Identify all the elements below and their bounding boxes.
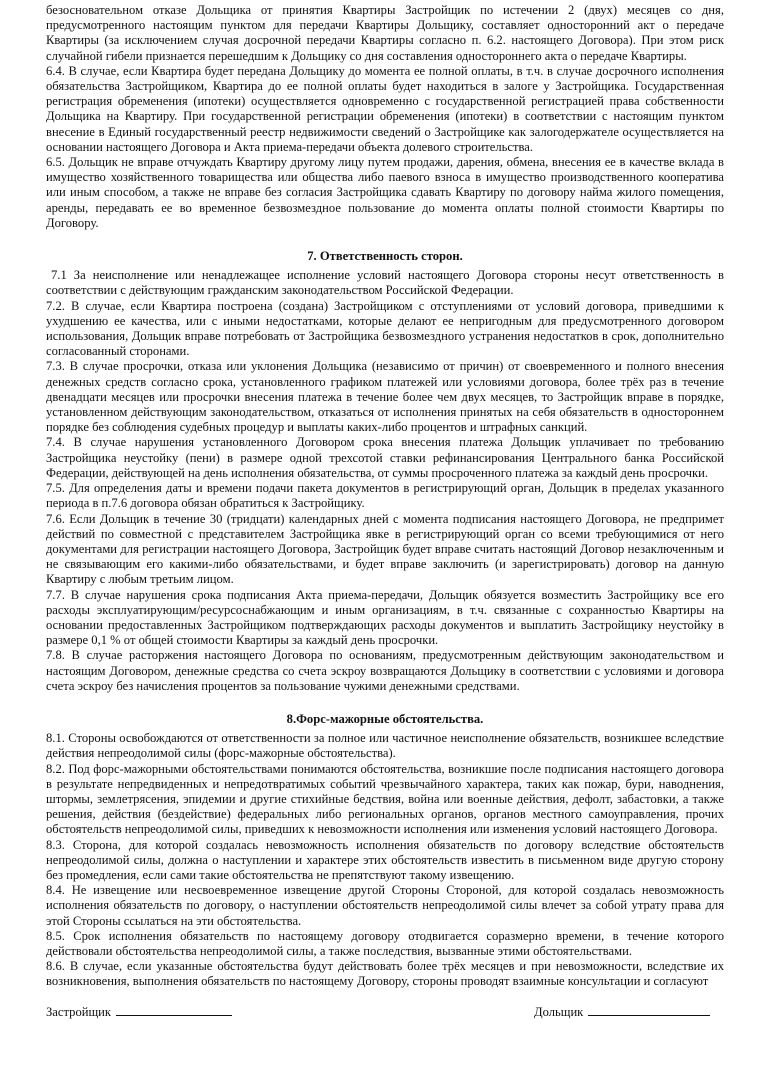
clause-8-3: 8.3. Сторона, для которой создалась невозможность исполнения обязательств по договору вследствие обстоятельств непреодолимой силы, должна о наступлении и характере этих обстоятельств известить в письменном виде другую сторону без промедления, если сами такие обстоятельства не препятствуют такому извещению. [46,837,724,882]
clause-8-2: 8.2. Под форс-мажорными обстоятельствами понимаются обстоятельства, возникшие после подписания настоящего договора в результате непредвиденных и непредотвратимых событий чрезвычайного характера, таких как пожар, бури, наводнения, штормы, землетрясения, эпидемии и другие стихийные бедствия, война или военные действия, дефолт, забастовки, а также решения, действия (бездействие) федеральных либо региональных органов, органов местного самоуправления, прочих обстоятельств непреодолимой силы, приведших к невозможности исполнения или изменения условий настоящего Договора. [46,761,724,837]
clause-7-4: 7.4. В случае нарушения установленного Договором срока внесения платежа Дольщик уплачивает по требованию Застройщика неустойку (пени) в размере одной трехсотой ставки рефинансирования Центрального банка Российской Федерации, действующей на день исполнения обязательства, от суммы просроченного платежа за каждый день просрочки. [46,435,724,480]
clause-8-6: 8.6. В случае, если указанные обстоятельства будут действовать более трёх месяцев и при невозможности, вследствие их возникновения, выполнения обязательств по настоящему Договору, стороны проводят взаимные консультации и согласуют [46,959,724,989]
document-page [46,3,724,990]
clause-7-3: 7.3. В случае просрочки, отказа или уклонения Дольщика (независимо от причин) от своевременного и полного внесения денежных средств согласно срока, установленного графиком платежей или условиями договора, более трёх раз в течение двенадцати месяцев или просрочки внесения платежа в течение более чем двух месяцев, то Застройщик вправе в порядке, установленном действующим законодательством, отказаться от исполнения принятых на себя обязательств в одностороннем порядке без соблюдения судебных процедур и выплаты каких-либо процентов и штрафных санкций. [46,359,724,435]
signature-row [46,1003,724,1021]
clause-6-5: 6.5. Дольщик не вправе отчуждать Квартиру другому лицу путем продажи, дарения, обмена, внесения ее в качестве вклада в имущество хозяйственного товарищества или общества либо паевого взноса в имущество производственного кооператива или иным способом, а также не вправе без согласия Застройщика сдавать Квартиру по договору найма жилого помещения, аренды, передавать ее во временное безвозмездное пользование до момента оплаты полной стоимости Квартиры по Договору. [46,155,724,230]
shareholder-signature [534,1003,710,1020]
developer-label: Застройщик [46,1005,112,1019]
intro-paragraph: безосновательном отказе Дольщика от принятия Квартиры Застройщик по истечении 2 (двух) месяцев со дня, предусмотренного настоящим пунктом для передачи Квартиры Дольщику, составляет односторонний акт о передаче Квартиры (за исключением случая досрочной передачи Квартиры согласно п. 6.2. настоящего Договора). При этом риск случайной гибели признается перешедшим к Дольщику со дня составления одностороннего акта о передаче Квартиры. [46,3,724,63]
shareholder-label: Дольщик [534,1005,584,1019]
clause-8-5: 8.5. Срок исполнения обязательств по настоящему договору отодвигается соразмерно времени, в течение которого действовали обстоятельства непреодолимой силы, а также последствия, вызванные этими обстоятельствами. [46,928,724,958]
section-7-title: 7. Ответственность сторон. [307,249,463,264]
clause-7-2: 7.2. В случае, если Квартира построена (создана) Застройщиком с отступлениями от условий договора, приведшими к ухудшению ее качества, или с иными недостатками, которые делают ее непригодным для предусмотренного договором использования, Дольщик вправе потребовать от Застройщика безвозмездного устранения недостатков в срок, дополнительно согласованный сторонами. [46,298,724,359]
clause-7-5: 7.5. Для определения даты и времени подачи пакета документов в регистрирующий орган, Дольщик в пределах указанного периода в п.7.6 договора обязан обратиться к Застройщику. [46,481,724,511]
clause-7-8: 7.8. В случае расторжения настоящего Договора по основаниям, предусмотренным действующим законодательством и настоящим Договором, денежные средства со счета эскроу возвращаются Дольщику в соответствии с условиями и договора счета эскроу без начисления процентов за пользование чужими денежными средствами. [46,648,724,693]
developer-signature [46,1003,232,1020]
clause-8-4: 8.4. Не извещение или несвоевременное извещение другой Стороны Стороной, для которой создалась невозможность исполнения обязательств по договору, о наступлении обстоятельств непреодолимой силы влечет за собой утрату права для этой Стороны ссылаться на эти обстоятельства. [46,883,724,928]
section-gap [46,231,724,245]
clause-7-6: 7.6. Если Дольщик в течение 30 (тридцати) календарных дней с момента подписания настоящего Договора, не предпримет действий по совместной с представителем Застройщика явке в регистрирующий орган со всеми требующимися от него документами для регистрации настоящего Договора, Застройщик будет вправе считать настоящий Договор незаключенным и не связывающим его какими-либо обязательствами, и будет вправе заключить (и зарегистрировать) договор на данную Квартиру с любым третьим лицом. [46,511,724,587]
clause-8-1: 8.1. Стороны освобождаются от ответственности за полное или частичное неисполнение обязательств, возникшее вследствие действия непреодолимой силы (форс-мажорные обстоятельства). [46,731,724,761]
developer-signature-line [116,1003,232,1016]
clause-7-1: 7.1 За неисполнение или ненадлежащее исполнение условий настоящего Договора стороны несут ответственность в соответствии с действующим гражданским законодательством Российской Федерации. [46,268,724,298]
clause-7-7: 7.7. В случае нарушения срока подписания Акта приема-передачи, Дольщик обязуется возместить Застройщику все его расходы эксплуатирующим/ресурсоснабжающим и иным организациям, в т.ч. связанные с сохранностью Квартиры на основании предоставленных Застройщиком подтверждающих расходы документов и выплатить Застройщику неустойку в размере 0,1 % от общей стоимости Квартиры за каждый день просрочки. [46,587,724,648]
section-gap [46,694,724,708]
section-8-title: 8.Форс-мажорные обстоятельства. [286,711,484,726]
shareholder-signature-line [588,1003,710,1016]
clause-6-4: 6.4. В случае, если Квартира будет передана Дольщику до момента ее полной оплаты, в т.ч. в случае досрочного исполнения обязательства Застройщиком, Квартира до ее полной оплаты будет находиться в залоге у Застройщика. Государственная регистрация обременения (ипотеки) осуществляется одновременно с государственной регистрацией права собственности Дольщика на Квартиру. При государственной регистрации обременения (ипотеки) в соответствии с настоящим пунктом внесение в Единый государственный реестр недвижимости сведений о Застройщике как залогодержателе осуществляется на основании настоящего Договора и Акта приема-передачи объекта долевого строительства. [46,63,724,154]
